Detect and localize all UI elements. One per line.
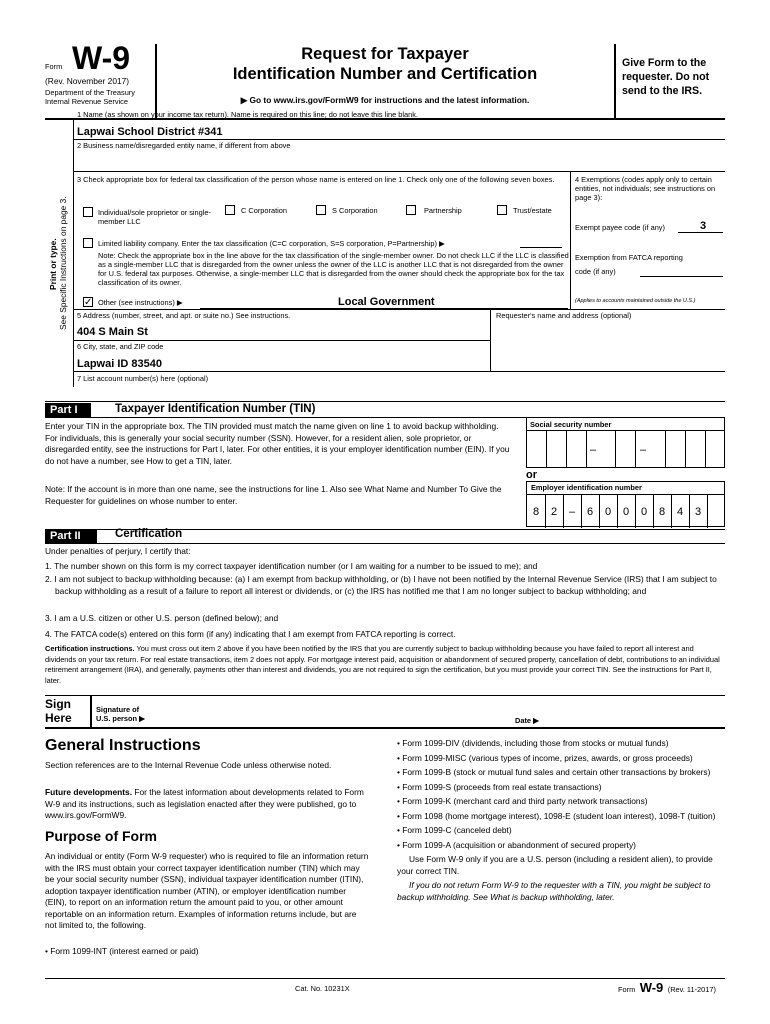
address-field[interactable]: 404 S Main St (77, 326, 148, 338)
line7-label: 7 List account number(s) here (optional) (77, 374, 209, 383)
bullet-1099-b: • Form 1099-B (stock or mutual fund sales and certain other transactions by brokers) (397, 767, 711, 777)
give-form-line2: requester. Do not (622, 71, 710, 83)
llc-label: Limited liability company. Enter the tax classification (C=C corporation, S=S corporation, P=Partnership) ▶ (98, 239, 445, 248)
ein-digit-5: 0 (622, 506, 630, 518)
catalog-number: Cat. No. 10231X (295, 984, 350, 993)
cert-instructions-heading: Certification instructions. (45, 644, 135, 653)
line4-label: 4 Exemptions (codes apply only to certain entities, not individuals; see instructions on page 3): (575, 175, 716, 202)
footer-form-word: Form (618, 985, 636, 994)
ein-digit-2: 2 (550, 506, 558, 518)
bullet-1098: • Form 1098 (home mortgage interest), 1098-E (student loan interest), 1098-T (tuition) (397, 810, 716, 821)
s-corporation-label: S Corporation (332, 206, 378, 215)
ssn-dash-1: – (590, 444, 597, 456)
bullet-1099-s: • Form 1099-S (proceeds from real estate transactions) (397, 781, 602, 792)
ein-dash: – (568, 506, 576, 518)
purpose-heading: Purpose of Form (45, 828, 158, 844)
form-bullets (397, 738, 725, 903)
general-instructions-heading: General Instructions (45, 737, 201, 754)
c-corporation-checkbox[interactable] (225, 205, 235, 215)
part2-intro: Under penalties of perjury, I certify that: (45, 546, 191, 556)
bullet-1099-c: • Form 1099-C (canceled debt) (397, 825, 512, 835)
city-state-zip-field[interactable]: Lapwai ID 83540 (77, 358, 162, 370)
fatca-code-field[interactable] (640, 276, 723, 277)
future-developments-text: For the latest information about developments related to Form W-9 and its instructions, such as legislation enacted after they were published, go to www.irs.gov/FormW9. (45, 787, 364, 820)
print-or-type: Print or type. (48, 238, 58, 290)
give-form-line1: Give Form to the (622, 57, 707, 69)
give-form-line3: send to the IRS. (622, 85, 703, 97)
date-label: Date ▶ (515, 716, 539, 725)
future-developments (45, 787, 370, 822)
line6-label: 6 City, state, and ZIP code (77, 342, 164, 351)
trust-estate-label: Trust/estate (513, 206, 552, 215)
part1-label: Part I (45, 403, 91, 417)
ein-digit-7: 8 (658, 506, 666, 518)
cert-item-1: 1. The number shown on this form is my correct taxpayer identification number (or I am waiting for a number to be issued to me); and (45, 561, 538, 571)
signature-label-line2: U.S. person ▶ (96, 714, 145, 723)
use-form-text: Use Form W-9 only if you are a U.S. person (including a resident alien), to provide your correct TIN. (397, 854, 713, 876)
footer-form-number: W-9 (639, 980, 664, 995)
applies-note: (Applies to accounts maintained outside the U.S.) (575, 298, 696, 304)
ein-digit-3: 6 (586, 506, 594, 518)
or-label: or (526, 469, 537, 481)
date-field[interactable] (555, 698, 720, 725)
other-checkbox[interactable] (83, 297, 93, 307)
sign-word: Sign (45, 697, 71, 711)
irs-link-instruction[interactable]: ▶ Go to www.irs.gov/FormW9 for instructions and the latest information. (240, 95, 530, 105)
general-section-references: Section references are to the Internal Revenue Code unless otherwise noted. (45, 760, 332, 770)
bullet-1099-div: • Form 1099-DIV (dividends, including those from stocks or mutual funds) (397, 738, 669, 748)
ein-digit-9: 3 (694, 506, 702, 518)
ein-digit-1: 8 (532, 506, 540, 518)
footer-form-id (618, 979, 716, 997)
ssn-dash-2: – (640, 444, 647, 456)
fatca-label-line2: code (if any) (575, 267, 616, 276)
sign-here-label (45, 697, 72, 725)
bullet-1099-int: • Form 1099-INT (interest earned or paid) (45, 946, 199, 956)
requester-label: Requester's name and address (optional) (496, 311, 632, 320)
agency: Internal Revenue Service (45, 97, 128, 106)
signature-label (96, 705, 145, 723)
line3-label: 3 Check appropriate box for federal tax classification of the person whose name is entered on line 1. Check only one of the following seven boxes. (77, 175, 555, 184)
bullet-1099-misc: • Form 1099-MISC (various types of income, prizes, awards, or gross proceeds) (397, 752, 693, 763)
individual-label: Individual/sole proprietor or single-member LLC (98, 208, 211, 226)
llc-checkbox[interactable] (83, 238, 93, 248)
ssn-label: Social security number (530, 420, 612, 429)
name-field[interactable]: Lapwai School District #341 (77, 126, 223, 138)
footer-revision: (Rev. 11-2017) (667, 985, 716, 994)
give-form-note (622, 56, 709, 98)
ein-digit-6: 0 (640, 506, 648, 518)
ssn-field[interactable] (526, 418, 725, 468)
account-numbers-field[interactable] (77, 384, 717, 398)
trust-estate-checkbox[interactable] (497, 205, 507, 215)
cert-item-4: 4. The FATCA code(s) entered on this form (if any) indicating that I am exempt from FATCA reporting is correct. (45, 629, 456, 639)
department: Department of the Treasury (45, 88, 135, 97)
bullet-1099-a: • Form 1099-A (acquisition or abandonment of secured property) (397, 839, 636, 850)
form-number: W-9 (72, 40, 131, 76)
form-header (0, 0, 770, 120)
part1-title: Taxpayer Identification Number (TIN) (115, 403, 316, 415)
ein-label: Employer identification number (531, 483, 642, 492)
here-word: Here (45, 711, 72, 725)
part1-text: Enter your TIN in the appropriate box. The TIN provided must match the name given on line 1 to avoid backup withholding. For individuals, this is generally your social security number (SSN). However, for a resident alien, sole proprietor, or disregarded entity, see the instructions for Part I, later. For other entities, it is your employer identification number (EIN). If you do not have a number, see How to get a TIN, later. (45, 421, 510, 466)
llc-classification-field[interactable] (520, 247, 562, 248)
ein-digit-4: 0 (604, 506, 612, 518)
cert-instructions-text: You must cross out item 2 above if you have been notified by the IRS that you are currently subject to backup withholding because you have failed to report all interest and dividends on your tax return. For real estate transactions, item 2 does not apply. For mortgage interest paid, acquisition or abandonment of secured property, cancellation of debt, contributions to an individual retirement arrangement (IRA), and generally, payments other than interest and dividends, you are not required to sign the certification, but you must provide your correct TIN. See the instructions for Part II, later. (45, 644, 720, 685)
line5-label: 5 Address (number, street, and apt. or suite no.) See instructions. (77, 311, 291, 320)
cert-item-2: 2. I am not subject to backup withholding because: (a) I am exempt from backup withholding, or (b) I have not been notified by the Internal Revenue Service (IRS) that I am subject to backup withholding as a result of a failure to report all interest or dividends, or (c) the IRS has notified me that I am no longer subject to backup withholding; and (45, 574, 717, 596)
form-word: Form (45, 62, 63, 71)
part2-label: Part II (45, 529, 97, 543)
c-corporation-label: C Corporation (241, 206, 288, 215)
future-developments-heading: Future developments. (45, 787, 133, 797)
side-instructions (46, 130, 76, 330)
individual-checkbox[interactable] (83, 207, 93, 217)
check-mark-icon: ✓ (84, 297, 93, 308)
signature-label-line1: Signature of (96, 705, 140, 714)
fatca-label-line1: Exemption from FATCA reporting (575, 253, 683, 262)
line2-label: 2 Business name/disregarded entity name, if different from above (77, 141, 291, 150)
form-title-line2: Identification Number and Certification (232, 65, 538, 83)
see-instructions: See Specific Instructions on page 3. (58, 196, 68, 330)
cert-item-3: 3. I am a U.S. citizen or other U.S. person (defined below); and (45, 613, 279, 623)
line1-label: 1 Name (as shown on your income tax return). Name is required on this line; do not leave this line blank. (77, 110, 418, 119)
purpose-text: An individual or entity (Form W-9 requester) who is required to file an information return with the IRS must obtain your correct taxpayer identification number (TIN) which may be your social security number (SSN), individual taxpayer identification number (ITIN), adoption taxpayer identification number (ATIN), or employer identification number (EIN), to report on an information return the amount paid to you, or other amount reportable on an information return. Examples of information returns include, but are not limited to, the following. (45, 851, 369, 930)
bullet-1099-k: • Form 1099-K (merchant card and third party network transactions) (397, 796, 648, 806)
llc-note: Note: Check the appropriate box in the line above for the tax classification of the single-member owner. Do not check LLC if the LLC is classified as a single-member LLC that is disregarded from the owner unless the owner of the LLC is another LLC that is not disregarded from the owner for U.S. federal tax purposes. Otherwise, a single-member LLC that is disregarded from the owner should check the appropriate box for the tax classification of its owner. (98, 251, 569, 287)
part2-title: Certification (115, 528, 183, 540)
backup-withholding-text: If you do not return Form W-9 to the requester with a TIN, you might be subject to backup withholding. See What is backup withholding, later. (397, 880, 711, 902)
revision-date: (Rev. November 2017) (45, 76, 130, 86)
other-label: Other (see instructions) ▶ (98, 298, 183, 307)
part1-note: Note: If the account is in more than one name, see the instructions for line 1. Also see What Name and Number To Give the Requester for guidelines on whose number to enter. (45, 484, 502, 506)
other-classification-field[interactable]: Local Government (338, 296, 435, 308)
ein-field[interactable] (526, 481, 725, 527)
exempt-payee-code-field[interactable]: 3 (700, 220, 707, 232)
exempt-payee-label: Exempt payee code (if any) (575, 223, 665, 232)
s-corporation-checkbox[interactable] (316, 205, 326, 215)
business-name-field[interactable] (77, 151, 717, 169)
ein-digit-8: 4 (676, 506, 684, 518)
signature-field[interactable] (160, 698, 510, 725)
partnership-label: Partnership (424, 206, 462, 215)
form-title-line1: Request for Taxpayer (301, 45, 469, 63)
partnership-checkbox[interactable] (406, 205, 416, 215)
cert-instructions (45, 644, 725, 686)
